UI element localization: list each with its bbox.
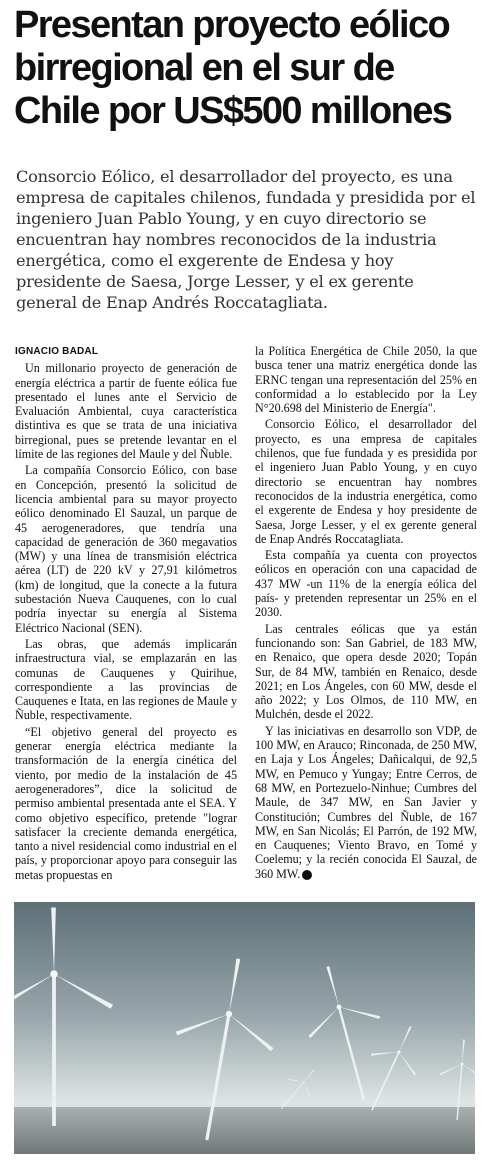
paragraph-last-text: Y las iniciativas en desarrollo son VDP, de 100 MW, en Arauco; Rinconada, de 250 MW, en Laja y Los Ángeles; Dañicalqui, de 92,5 MW, en Pemuco y Yungay; Entre Cerros, de 68 MW, en Portezuelo-Ninhue; Cumbres del Maule, de 347 MW, en San Javier y Constitución; Cumbres del Ñuble, de 167 MW, en San Nicolás; El Parrón, de 192 MW, en Cauquenes; Viento Bravo, en Tomé y Coelemu; y la recién conocida El Sauzal, de 360 MW. [255,723,477,881]
wind-turbines-photo-svg [14,902,475,1154]
article-deck: Consorcio Eólico, el desarrollador del proyecto, es una empresa de capitales chilenos, fundada y presidida por el ingeniero Juan Pablo Young, y en cuyo directorio se encuentran hay nombres reconocidos de la industria energética, como el exgerente de Endesa y hoy presidente de Saesa, Jorge Lesser, y el ex gerente general de Enap Andrés Roccatagliata. [16,167,476,312]
paragraph: La compañía Consorcio Eólico, con base en Concepción, presentó la solicitud de licencia ambiental para su mayor proyecto eólico denominado El Sauzal, un parque de 45 aerogeneradores, que tendría una capacidad de generación de 360 megavatios (MW) y una línea de transmisión eléctrica aérea (LT) de 220 kV y 27,91 kilómetros (km) de longitud, que la conecte a la futura subestación Nueva Cauquenes, con lo cual podría inyectar su energía al Sistema Eléctrico Nacional (SEN). [15,463,237,635]
byline: IGNACIO BADAL [15,346,99,357]
paragraph: Un millonario proyecto de generación de energía eléctrica a partir de fuente eólica fue presentado el lunes ante el Servicio de Evaluación Ambiental, cuya característica distintiva es que se trata de una iniciativa birregional, pues se pretende levantar en el límite de las regiones del Maule y del Ñuble. [15,361,237,462]
paragraph-last [255,724,477,881]
paragraph: Consorcio Eólico, el desarrollador del proyecto, es una empresa de capitales chilenos, que fue fundada y es presidida por el ingeniero Juan Pablo Young, y en cuyo directorio se encuentran hay nombres reconocidos de la industria energética, como el exgerente de Endesa y hoy presidente de Saesa, Jorge Lesser, y el ex gerente general de Enap Andrés Roccatagliata. [255,417,477,546]
article-column-left [15,345,237,884]
article-headline: Presentan proyecto eólico birregional en el sur de Chile por US$500 millones [14,4,452,132]
article-column-right [255,344,477,883]
paragraph: Esta compañía ya cuenta con proyectos eólicos en operación con una capacidad de 437 MW -un 11% de la energía eólica del país- y pretenden representar un 25% en el 2030. [255,548,477,620]
paragraph-continuation: la Política Energética de Chile 2050, la que busca tener una matriz energética donde las ERNC tengan una representación del 25% en conformidad a lo establecido por la Ley N°20.698 del Ministerio de Energía". [255,344,477,416]
paragraph: Las obras, que además implicarán infraestructura vial, se emplazarán en las comunas de Cauquenes y Quirihue, correspondiente a las provincias de Cauquenes e Itata, en las regiones de Maule y Ñuble, respectivamente. [15,636,237,723]
paragraph: Las centrales eólicas que ya están funcionando son: San Gabriel, de 183 MW, en Renaico, que opera desde 2020; Topán Sur, de 84 MW, también en Renaico, desde 2021; en Los Ángeles, con 60 MW, desde el año 2022; y Los Olmos, de 110 MW, en Mulchén, desde el 2022. [255,621,477,722]
wind-turbines-photo [14,902,475,1154]
end-of-article-icon: D [302,870,312,880]
paragraph: “El objetivo general del proyecto es generar energía eléctrica mediante la transformación de la energía cinética del viento, por medio de la instalación de 45 aerogeneradores”, dice la solicitud de permiso ambiental presentada ante el SEA. Y como objetivo específico, pretende "lograr satisfacer la creciente demanda energética, tanto a nivel residencial como industrial en el país, y proporcionar apoyo para conseguir las metas propuestas en [15,724,237,882]
